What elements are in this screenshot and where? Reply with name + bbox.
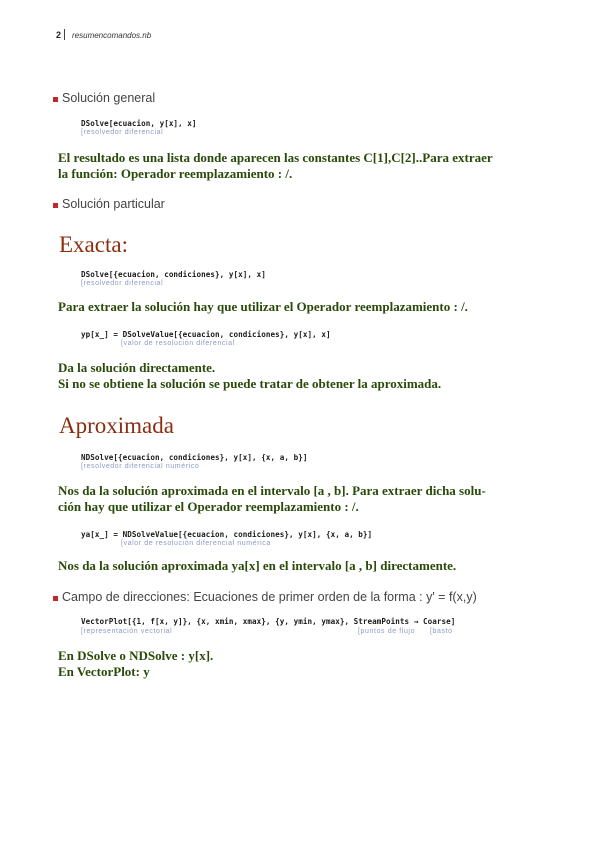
- usage-tooltip: [puntos de flujo: [358, 628, 416, 635]
- section-title-general[interactable]: Solución general: [62, 91, 156, 105]
- text-cell-line[interactable]: Para extraer la solución hay que utilizar el Operador reemplazamiento : /.: [58, 299, 468, 314]
- input-cell-ndsolve[interactable]: NDSolve[{ecuacion, condiciones}, y[x], {x, a, b}]: [81, 453, 308, 462]
- usage-tooltip: [valor de resolución diferencial numérica: [121, 540, 271, 547]
- header-divider: [64, 29, 65, 40]
- usage-tooltip: [basto: [430, 628, 453, 635]
- input-cell-ndsolvevalue[interactable]: ya[x_] = NDSolveValue[{ecuacion, condiciones}, y[x], {x, a, b}]: [81, 530, 373, 539]
- page-number: 2: [56, 30, 62, 40]
- text-cell-line[interactable]: la función: Operador reemplazamiento : /.: [58, 166, 293, 181]
- text-cell-line[interactable]: Da la solución directamente.: [58, 360, 216, 375]
- text-cell-line[interactable]: Nos da la solución aproximada ya[x] en el intervalo [a , b] directamente.: [58, 558, 457, 573]
- text-cell-line[interactable]: En DSolve o NDSolve : y[x].: [58, 648, 214, 663]
- usage-tooltip: [valor de resolución diferencial: [121, 340, 235, 347]
- input-cell-dsolvevalue[interactable]: yp[x_] = DSolveValue[{ecuacion, condiciones}, y[x], x]: [81, 330, 331, 339]
- input-cell-dsolve-conditions[interactable]: DSolve[{ecuacion, condiciones}, y[x], x]: [81, 270, 266, 279]
- notebook-file-name: resumencomandos.nb: [72, 31, 152, 40]
- usage-tooltip: [representación vectorial: [81, 628, 173, 635]
- section-bullet-icon: [53, 97, 58, 102]
- section-bullet-icon: [53, 203, 58, 208]
- subsection-heading-aproximada[interactable]: Aproximada: [59, 413, 174, 438]
- input-cell-dsolve[interactable]: DSolve[ecuacion, y[x], x]: [81, 119, 197, 128]
- subsection-heading-exacta[interactable]: Exacta:: [59, 232, 128, 257]
- text-cell-line[interactable]: En VectorPlot: y: [58, 664, 150, 679]
- text-cell-line[interactable]: El resultado es una lista donde aparecen las constantes C[1],C[2]..Para extraer: [58, 150, 493, 165]
- usage-tooltip: [resolvedor diferencial: [81, 129, 164, 136]
- text-cell-line[interactable]: Nos da la solución aproximada en el intervalo [a , b]. Para extraer dicha solu-: [58, 483, 486, 498]
- input-cell-vectorplot[interactable]: VectorPlot[{1, f[x, y]}, {x, xmin, xmax}, {y, ymin, ymax}, StreamPoints → Coarse]: [81, 617, 456, 626]
- text-cell-line[interactable]: ción hay que utilizar el Operador reemplazamiento : /.: [58, 499, 359, 514]
- section-bullet-icon: [53, 596, 58, 601]
- text-cell-line[interactable]: Si no se obtiene la solución se puede tratar de obtener la aproximada.: [58, 376, 442, 391]
- section-title-particular[interactable]: Solución particular: [62, 197, 165, 211]
- usage-tooltip: [resolvedor diferencial numérico: [81, 463, 200, 470]
- usage-tooltip: [resolvedor diferencial: [81, 280, 164, 287]
- section-title-campo[interactable]: Campo de direcciones: Ecuaciones de primer orden de la forma : y' = f(x,y): [62, 590, 477, 604]
